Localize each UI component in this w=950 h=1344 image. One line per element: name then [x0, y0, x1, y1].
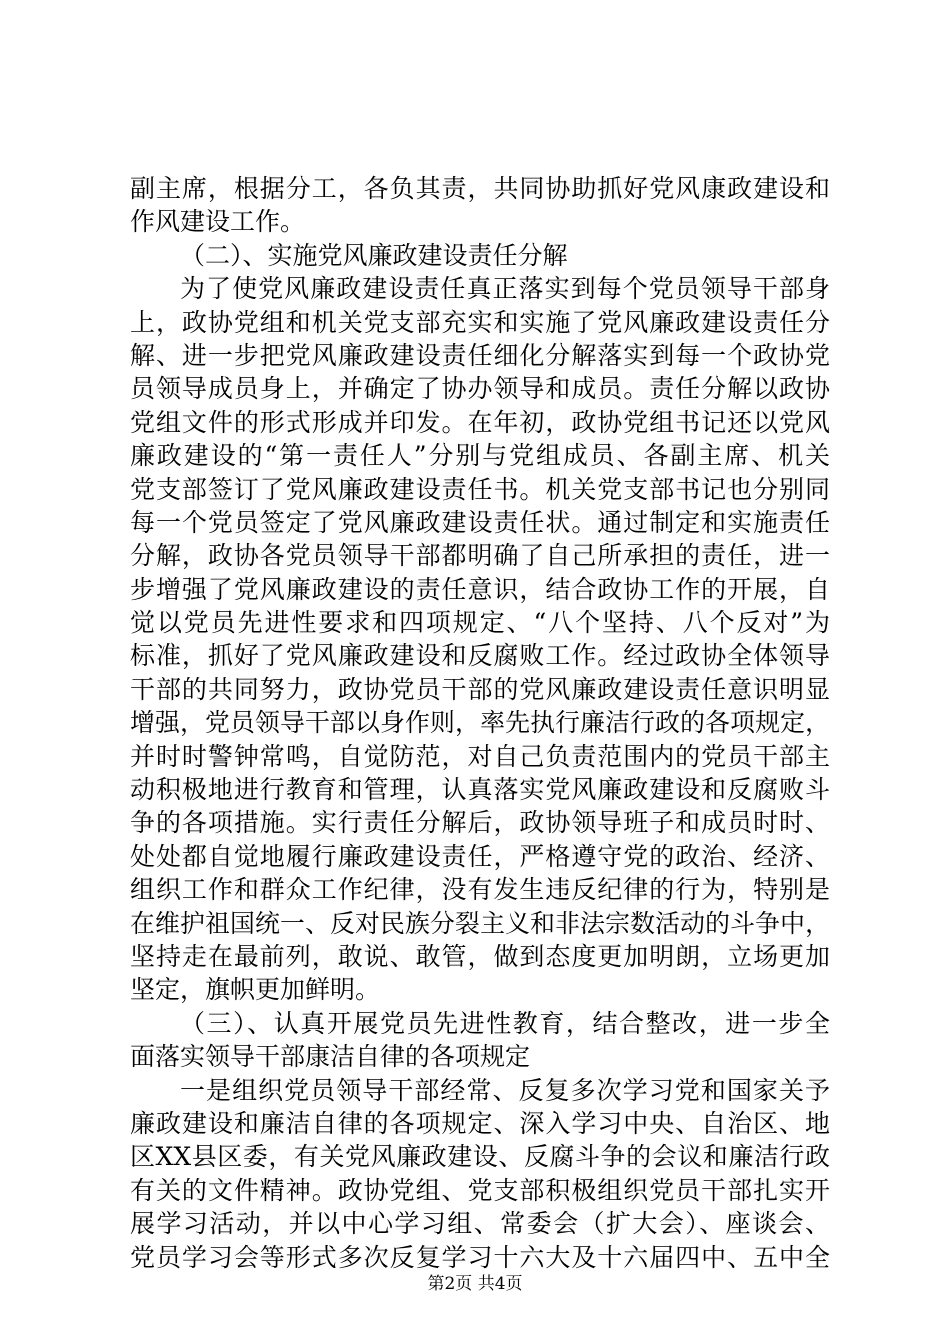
text-line: 争的各项措施。实行责任分解后，政协领导班子和成员时时、 [130, 808, 830, 838]
text-line: 组织工作和群众工作纪律，没有发生违反纪律的行为，特别是 [130, 875, 830, 905]
text-line: 员领导成员身上，并确定了协办领导和成员。责任分解以政协 [130, 374, 830, 404]
text-line: （二）、实施党风廉政建设责任分解 [180, 240, 568, 270]
text-line: 廉政建设和廉洁自律的各项规定、深入学习中央、自治区、地 [130, 1108, 830, 1138]
text-line: 分解，政协各党员领导干部都明确了自己所承担的责任，进一 [130, 541, 830, 571]
text-line: 展学习活动，并以中心学习组、常委会（扩大会）、座谈会、 [130, 1209, 830, 1239]
body-text [130, 172, 830, 1274]
text-line: 廉政建设的“第一责任人”分别与党组成员、各副主席、机关 [130, 441, 830, 471]
text-line: 副主席，根据分工，各负其责，共同协助抓好党风康政建设和 [130, 174, 830, 203]
text-line: 上，政协党组和机关党支部充实和实施了党风廉政建设责任分 [130, 307, 830, 337]
text-line: （三）、认真开展党员先进性教育，结合整改，进一步全 [180, 1008, 830, 1038]
text-line: 动积极地进行教育和管理，认真落实党风廉政建设和反腐败斗 [130, 775, 830, 805]
text-line: 党组文件的形式形成并印发。在年初，政协党组书记还以党风 [130, 407, 830, 437]
text-line: 干部的共同努力，政协党员干部的党风廉政建设责任意识明显 [130, 674, 830, 704]
text-line: 步增强了党风廉政建设的责任意识，结合政协工作的开展，自 [130, 574, 830, 604]
text-line: 党员学习会等形式多次反复学习十六大及十六届四中、五中全 [130, 1242, 830, 1272]
text-line: 党支部签订了党风廉政建设责任书。机关党支部书记也分别同 [130, 474, 830, 504]
text-line: 一是组织党员领导干部经常、反复多次学习党和国家关予 [180, 1075, 830, 1105]
text-line: 每一个党员签定了党风廉政建设责任状。通过制定和实施责任 [130, 507, 830, 537]
text-line: 在维护祖国统一、反对民族分裂主义和非法宗数活动的斗争中， [130, 908, 830, 938]
page-footer: 第2页 共4页 [427, 1274, 523, 1294]
text-line: 觉以党员先进性要求和四项规定、“八个坚持、八个反对”为 [130, 608, 830, 638]
text-line: 坚定，旗帜更加鲜明。 [130, 975, 381, 1005]
text-line: 有关的文件精神。政协党组、党支部积极组织党员干部扎实开 [130, 1175, 830, 1205]
text-line: 标准，抓好了党风廉政建设和反腐败工作。经过政协全体领导 [130, 641, 830, 671]
text-line: 解、进一步把党风廉政建设责任细化分解落实到每一个政协党 [130, 340, 830, 370]
text-line: 增强，党员领导干部以身作则，率先执行廉洁行政的各项规定， [130, 708, 830, 738]
text-line: 为了使党风廉政建设责任真正落实到每个党员领导干部身 [180, 274, 830, 304]
text-line: 面落实领导干部康洁自律的各项规定 [130, 1042, 531, 1072]
text-line: 并时时警钟常鸣，自觉防范，对自己负责范围内的党员干部主 [130, 741, 830, 771]
text-line: 处处都自觉地履行廉政建设责任，严格遵守党的政治、经济、 [130, 841, 830, 871]
text-line: 区XX县区委，有关党风廉政建设、反腐斗争的会议和廉洁行政 [130, 1142, 830, 1172]
text-line: 坚持走在最前列，敢说、敢管，做到态度更加明朗，立场更加 [130, 941, 830, 971]
text-line: 作风建设工作。 [130, 207, 306, 237]
